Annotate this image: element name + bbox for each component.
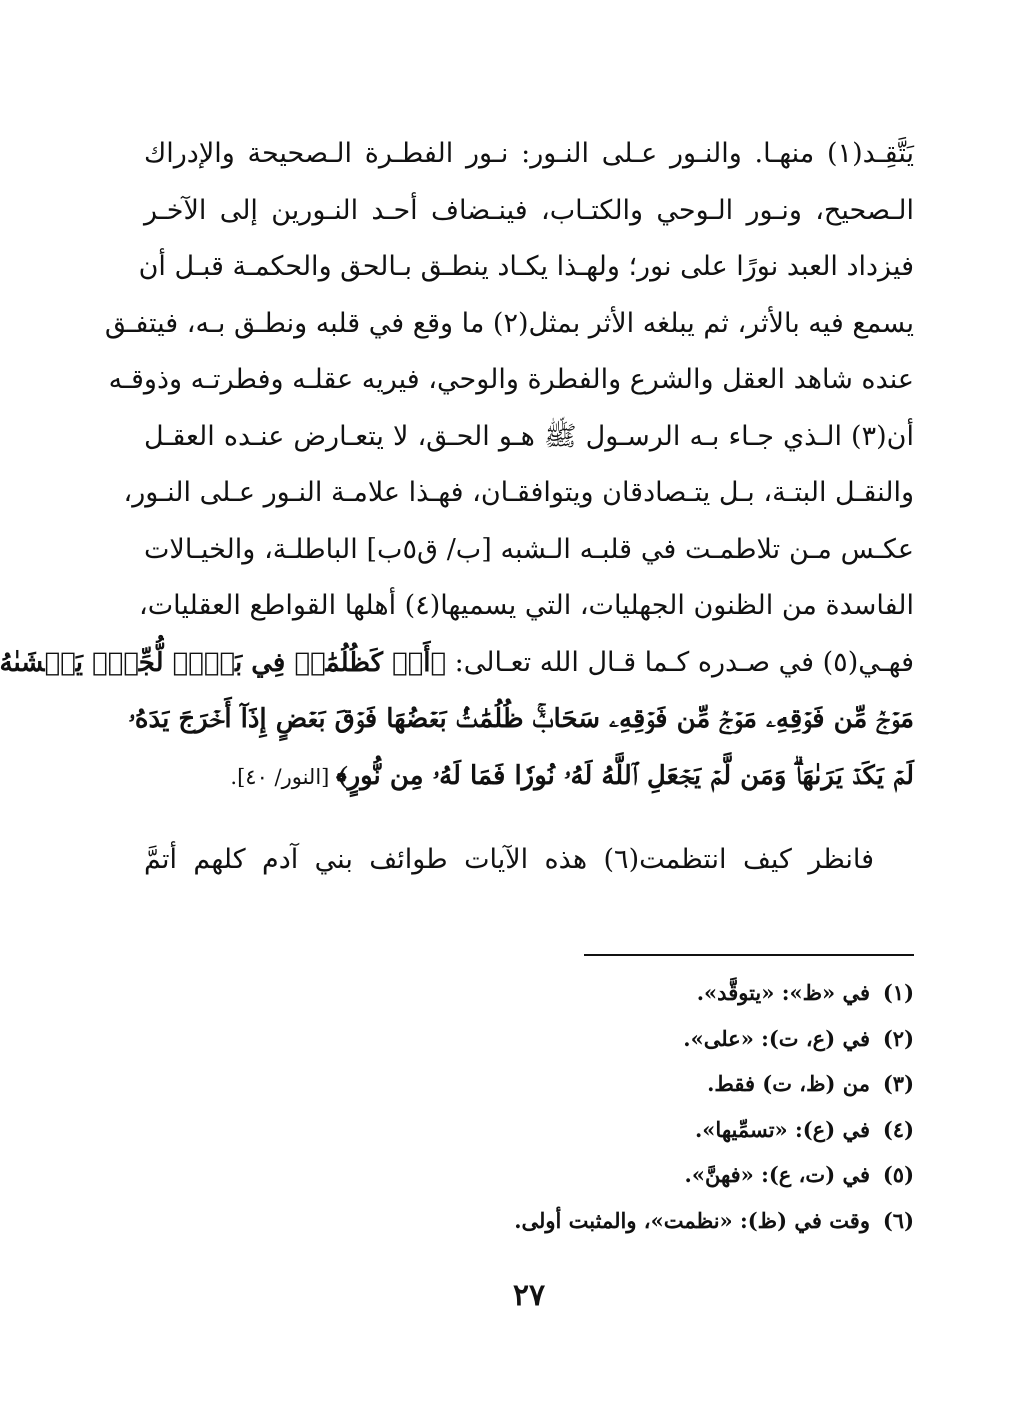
footnote-2 [144, 1016, 914, 1062]
page-number: ٢٧ [512, 1278, 546, 1313]
line-10-prefix: فهـي(٥) في صـدره كـما قـال الله تعـالى: [446, 646, 914, 678]
text-line-7: والنقـل البتـة، بـل يتـصادقان ويتوافقـان، فهـذا علامـة النـور عـلى النـور، [123, 477, 914, 508]
footnote-6 [144, 1198, 914, 1244]
footnote-text: في «ظ»: «يتوقَّد». [696, 980, 870, 1005]
main-paragraph [0, 126, 915, 804]
text-line-3: فيزداد العبد نورًا على نور؛ ولهـذا يكـاد ينطـق بـالحق والحكمـة قبـل أن [138, 251, 914, 282]
quran-verse-part-1: ﴿أَوۡ كَظُلُمَٰتٖ فِي بَحۡرٖ لُّجِّيّٖ يَغۡشَىٰهُ [0, 647, 447, 678]
text-line-4: يسمع فيه بالأثر، ثم يبلغه الأثر بمثل(٢) ما وقع في قلبه ونطـق بـه، فيتفـق [104, 307, 914, 339]
footnote-number: (٢) [882, 1025, 914, 1051]
footnote-text: في (ع، ت): «على». [683, 1025, 870, 1051]
footnote-5 [144, 1152, 914, 1198]
quran-verse-part-3: لَمۡ يَكَدۡ يَرَىٰهَاۗ وَمَن لَّمۡ يَجۡعَلِ ٱللَّهُ لَهُۥ نُورٗا فَمَا لَهُۥ مِن نُّورٍ﴾ [336, 760, 914, 791]
footnotes [144, 970, 914, 1243]
footnote-number: (٦) [882, 1207, 914, 1233]
footnote-4 [144, 1107, 914, 1153]
text-line-2: الـصحيح، ونـور الـوحي والكتـاب، فينـضاف أحـد النـورين إلى الآخـر [144, 194, 914, 226]
text-line-5: عنده شاهد العقل والشرع والفطرة والوحي، فيريه عقلـه وفطرتـه وذوقـه [108, 364, 914, 395]
footnote-number: (١) [882, 980, 914, 1005]
footnote-number: (٤) [882, 1116, 914, 1142]
text-line-10 [0, 635, 914, 692]
footnote-text: في (ت، ع): «فهنَّ». [684, 1162, 870, 1187]
footnote-separator [584, 954, 914, 956]
text-line-12 [144, 748, 914, 805]
footnote-number: (٥) [882, 1162, 914, 1187]
quran-verse-part-2: مَوۡجٞ مِّن فَوۡقِهِۦ مَوۡجٞ مِّن فَوۡقِهِۦ سَحَابٞۚ ظُلُمَٰتُۢ بَعۡضُهَا فَوۡقَ بَعۡضٍ إِذَآ أَخۡرَجَ يَدَهُۥ [128, 704, 914, 734]
text-line-8: عكـس مـن تلاطمـت في قلبـه الـشبه [ب/ ق٥ب] الباطلـة، والخيـالات [144, 533, 915, 565]
second-paragraph-line: فانظر كيف انتظمت(٦) هذه الآيات طوائف بني آدم كلهم أتمَّ [144, 844, 874, 875]
second-paragraph [144, 832, 914, 889]
text-line-9: الفاسدة من الظنون الجهليات، التي يسميها(٤) أهلها القواطع العقليات، [139, 590, 914, 621]
footnote-number: (٣) [882, 1071, 914, 1096]
footnote-3 [144, 1061, 914, 1107]
footnote-text: وقت في (ظ): «نظمت»، والمثبت أولى. [514, 1207, 870, 1233]
footnote-1 [144, 970, 914, 1016]
text-line-1: يَتَّقِـد(١) منهـا. والنـور عـلى النـور: نـور الفطـرة الـصحيحة والإدراك [144, 138, 914, 169]
footnote-text: في (ع): «تسمِّيها». [694, 1116, 870, 1142]
footnote-text: من (ظ، ت) فقط. [707, 1071, 870, 1096]
text-line-6: أن(٣) الـذي جـاء بـه الرسـول ﷺ هـو الحـق، لا يتعـارض عنـده العقـل [144, 420, 914, 452]
verse-reference: [النور/ ٤٠]. [230, 764, 337, 789]
